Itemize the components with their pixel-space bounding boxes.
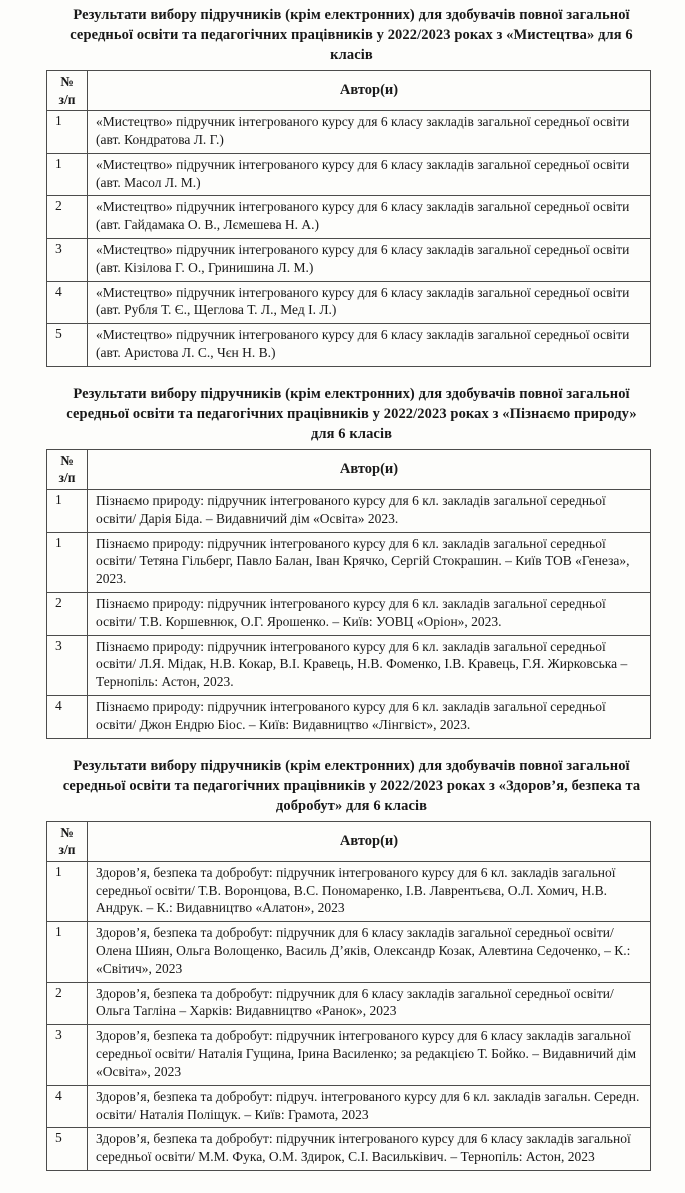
number-header-line1: № bbox=[60, 74, 74, 89]
table-row bbox=[47, 922, 651, 982]
row-author-cell: Пізнаємо природу: підручник інтегрованого курсу для 6 кл. закладів загальної середньої освіти/ Дарія Біда. – Видавничий дім «Освіта» 2023. bbox=[88, 489, 651, 532]
row-author-cell: Здоров’я, безпека та добробут: підручник інтегрованого курсу для 6 класу закладів загальної середньої освіти/ Наталія Гущина, Ірина Василенко; за редакцією Т. Бойко. – Видавничий дім «Освіта», 2023 bbox=[88, 1025, 651, 1085]
column-header-number bbox=[47, 821, 88, 861]
section-nature bbox=[46, 384, 657, 739]
row-author-cell: Здоров’я, безпека та добробут: підручник інтегрованого курсу для 6 класу закладів загальної середньої освіти/ М.М. Фука, О.М. Здирок, С.І. Васильківич. – Тернопіль: Астон, 2023 bbox=[88, 1128, 651, 1171]
row-number-cell: 3 bbox=[47, 238, 88, 281]
number-header-line1: № bbox=[60, 452, 74, 468]
row-number-cell: 4 bbox=[47, 696, 88, 739]
row-number-cell: 1 bbox=[47, 153, 88, 196]
row-author-cell: Пізнаємо природу: підручник інтегрованого курсу для 6 кл. закладів загальної середньої освіти/ Т.В. Коршевнюк, О.Г. Ярошенко. – Київ: УОВЦ «Оріон», 2023. bbox=[88, 593, 651, 636]
number-header-line2: з/п bbox=[58, 91, 76, 107]
row-number-cell: 1 bbox=[47, 861, 88, 921]
table-row bbox=[47, 196, 651, 239]
row-number-cell: 2 bbox=[47, 196, 88, 239]
row-number-cell: 4 bbox=[47, 1085, 88, 1128]
row-number-cell: 1 bbox=[47, 111, 88, 154]
table-row bbox=[47, 1128, 651, 1171]
section-title: Результати вибору підручників (крім електронних) для здобувачів повної загальної середньої освіти та педагогічних працівників у 2022/2023 роках з «Здоров’я, безпека та добробут» для 6 класів bbox=[62, 757, 641, 814]
table-row bbox=[47, 635, 651, 695]
row-author-cell: «Мистецтво» підручник інтегрованого курсу для 6 класу закладів загальної середньої освіти (авт. Рубля Т. Є., Щеглова Т. Л., Мед І. Л.) bbox=[88, 281, 651, 324]
table-row bbox=[47, 861, 651, 921]
column-header-authors: Автор(и) bbox=[88, 449, 651, 489]
row-number-cell: 5 bbox=[47, 1128, 88, 1171]
table-row bbox=[47, 1085, 651, 1128]
number-header-line2: з/п bbox=[58, 842, 76, 858]
table-row bbox=[47, 111, 651, 154]
row-author-cell: Здоров’я, безпека та добробут: підручник для 6 класу закладів загальної середньої освіти/ Ольга Тагліна – Харків: Видавництво «Ранок», 2023 bbox=[88, 982, 651, 1025]
row-number-cell: 3 bbox=[47, 1025, 88, 1085]
table-header-row bbox=[47, 821, 651, 861]
row-number-cell: 2 bbox=[47, 593, 88, 636]
table-row bbox=[47, 1025, 651, 1085]
section-title: Результати вибору підручників (крім електронних) для здобувачів повної загальної середньої освіти та педагогічних працівників у 2022/2023 роках з «Пізнаємо природу» для 6 класів bbox=[66, 385, 637, 442]
results-table bbox=[46, 70, 651, 367]
row-author-cell: Пізнаємо природу: підручник інтегрованого курсу для 6 кл. закладів загальної середньої освіти/ Л.Я. Мідак, Н.В. Кокар, В.І. Кравець, Н.В. Фоменко, І.В. Кравець, Г.Я. Жирковська – Тернопіль: Астон, 2023. bbox=[88, 635, 651, 695]
row-number-cell: 3 bbox=[47, 635, 88, 695]
row-author-cell: Пізнаємо природу: підручник інтегрованого курсу для 6 кл. закладів загальної середньої освіти/ Джон Ендрю Біос. – Київ: Видавництво «Лінгвіст», 2023. bbox=[88, 696, 651, 739]
table-header-row bbox=[47, 449, 651, 489]
row-author-cell: Здоров’я, безпека та добробут: підручник для 6 класу закладів загальної середньої освіти/ Олена Шиян, Ольга Волощенко, Василь Д’яків, Олександр Козак, Алевтина Седоченко, – К.: «Світич», 2023 bbox=[88, 922, 651, 982]
section-art bbox=[46, 5, 657, 367]
table-row bbox=[47, 281, 651, 324]
number-header-line2: з/п bbox=[58, 470, 76, 486]
row-number-cell: 5 bbox=[47, 324, 88, 367]
row-author-cell: «Мистецтво» підручник інтегрованого курсу для 6 класу закладів загальної середньої освіти (авт. Гайдамака О. В., Лємешева Н. А.) bbox=[88, 196, 651, 239]
section-title: Результати вибору підручників (крім електронних) для здобувачів повної загальної середньої освіти та педагогічних працівників у 2022/2023 роках з «Мистецтва» для 6 класів bbox=[70, 7, 633, 63]
column-header-number bbox=[47, 449, 88, 489]
row-author-cell: «Мистецтво» підручник інтегрованого курсу для 6 класу закладів загальної середньої освіти (авт. Кізілова Г. О., Гринишина Л. М.) bbox=[88, 238, 651, 281]
table-row bbox=[47, 238, 651, 281]
table-row bbox=[47, 982, 651, 1025]
row-author-cell: Пізнаємо природу: підручник інтегрованого курсу для 6 кл. закладів загальної середньої освіти/ Тетяна Гільберг, Павло Балан, Іван Крячко, Сергій Стокрашин. – Київ ТОВ «Генеза», 2023. bbox=[88, 532, 651, 592]
column-header-authors: Автор(и) bbox=[88, 821, 651, 861]
table-row bbox=[47, 696, 651, 739]
row-number-cell: 2 bbox=[47, 982, 88, 1025]
row-author-cell: «Мистецтво» підручник інтегрованого курсу для 6 класу закладів загальної середньої освіти (авт. Кондратова Л. Г.) bbox=[88, 111, 651, 154]
results-table bbox=[46, 449, 651, 739]
table-row bbox=[47, 324, 651, 367]
table-row bbox=[47, 532, 651, 592]
row-author-cell: Здоров’я, безпека та добробут: підруч. інтегрованого курсу для 6 кл. закладів загальн. Середн. освіти/ Наталія Поліщук. – Київ: Грамота, 2023 bbox=[88, 1085, 651, 1128]
results-table bbox=[46, 821, 651, 1171]
table-row bbox=[47, 593, 651, 636]
table-header-row bbox=[47, 71, 651, 111]
row-number-cell: 1 bbox=[47, 489, 88, 532]
row-author-cell: «Мистецтво» підручник інтегрованого курсу для 6 класу закладів загальної середньої освіти (авт. Аристова Л. С., Чєн Н. В.) bbox=[88, 324, 651, 367]
table-row bbox=[47, 153, 651, 196]
row-number-cell: 4 bbox=[47, 281, 88, 324]
column-header-number bbox=[47, 71, 88, 111]
section-health bbox=[46, 756, 657, 1171]
row-number-cell: 1 bbox=[47, 922, 88, 982]
table-row bbox=[47, 489, 651, 532]
row-author-cell: Здоров’я, безпека та добробут: підручник інтегрованого курсу для 6 кл. закладів загальної середньої освіти/ Т.В. Воронцова, В.С. Пономаренко, І.В. Лаврентьєва, О.Л. Хомич, Н.В. Андрук. – К.: Видавництво «Алатон», 2023 bbox=[88, 861, 651, 921]
column-header-authors: Автор(и) bbox=[88, 71, 651, 111]
row-author-cell: «Мистецтво» підручник інтегрованого курсу для 6 класу закладів загальної середньої освіти (авт. Масол Л. М.) bbox=[88, 153, 651, 196]
number-header-line1: № bbox=[60, 824, 74, 840]
row-number-cell: 1 bbox=[47, 532, 88, 592]
